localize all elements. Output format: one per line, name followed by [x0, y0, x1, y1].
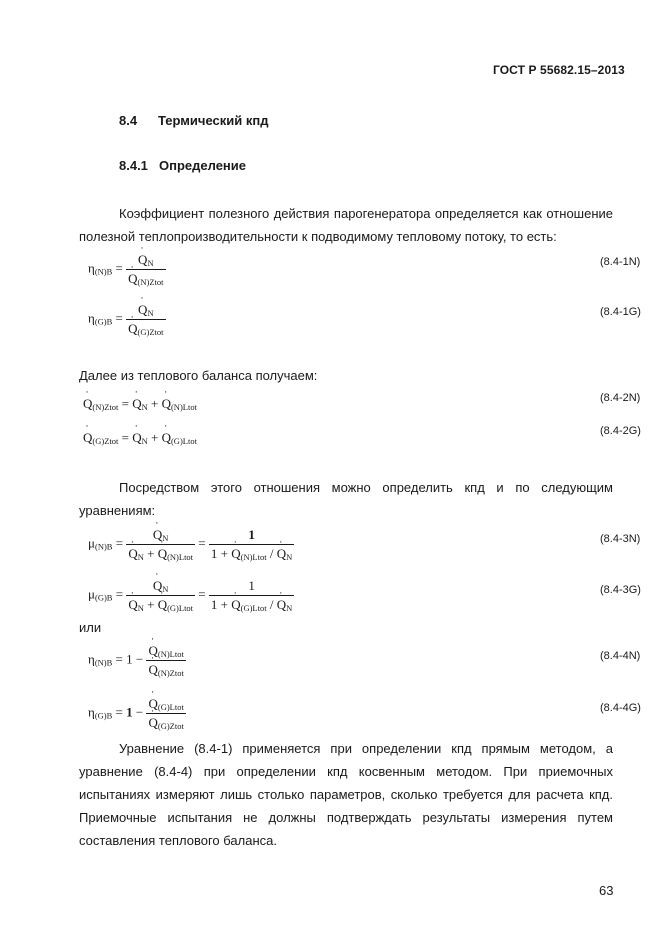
paragraph-relation: Посредством этого отношения можно определить кпд и по следующим уравнениям:	[79, 480, 613, 518]
equation-8-4-1g: $\eta_{(G)B}$ = ˙ $Q_N$ ˙ $Q_{(G)Ztot}$	[88, 302, 166, 337]
equation-8-4-4n: $\eta_{(N)B} = 1$ − ˙ $Q_{(N)Ltot}$ ˙ $Q_{(N)Ztot}$	[88, 643, 186, 678]
equation-number: (8.4-1G)	[600, 306, 641, 318]
equation-number: (8.4-2G)	[600, 425, 641, 437]
section-title: Термический кпд	[158, 113, 269, 128]
equation-number: (8.4-2N)	[600, 392, 641, 404]
equation-8-4-1n: $\eta_{(N)B}$ = ˙ $Q_N$ ˙ $Q_{(N)Ztot}$	[88, 252, 166, 287]
equation-8-4-2n: ˙ $Q_{(N)Ztot}$ = ˙ $Q_N$ + ˙ $Q_{(N)Ltot}$	[83, 396, 197, 412]
equation-number: (8.4-1N)	[600, 256, 641, 268]
equation-number: (8.4-4N)	[600, 650, 641, 662]
equation-8-4-2g: ˙ $Q_{(G)Ztot}$ = ˙ $Q_N$ + ˙ $Q_{(G)Ltot}$	[83, 430, 197, 446]
paragraph-definition: Коэффициент полезного действия парогенератора определяется как отношение полезной теплопроизводительности к подводимому тепловому потоку, то есть:	[79, 206, 613, 244]
equation-number: (8.4-3G)	[600, 584, 641, 596]
equation-8-4-3n: $\mu_{(N)B}$ = ˙ $Q_N$ ˙ $Q_N$ + ˙ $Q_{(N)Ltot}$ = $\frac{1}{1 + ˙ Q_{(N)Ltot} / ˙ Q_N}$	[88, 527, 294, 562]
conjunction-or: или	[79, 620, 102, 635]
subsection-title: Определение	[159, 158, 247, 173]
section-number: 8.4	[119, 113, 138, 128]
paragraph-methods: Уравнение (8.4-1) применяется при определении кпд прямым методом, а уравнение (8.4-4) при определении кпд косвенным методом. При приемочных испытаниях измеряют лишь столько параметров, сколько требуется для расчета кпд. Приемочные испытания не должны подтверждать результаты измерения путем составления теплового баланса.	[79, 741, 613, 848]
paragraph-balance: Далее из теплового баланса получаем:	[79, 368, 318, 383]
equation-8-4-3g: $\mu_{(G)B}$ = ˙ $Q_N$ ˙ $Q_N$ + ˙ $Q_{(G)Ltot}$ = $\frac{1}{1 + ˙ Q_{(G)Ltot} / ˙ Q_N}$	[88, 578, 294, 613]
page-number: 63	[599, 883, 614, 898]
document-standard-code: ГОСТ Р 55682.15–2013	[493, 63, 625, 77]
equation-8-4-4g: $\eta_{(G)B} = 1$ − ˙ $Q_{(G)Ltot}$ ˙ $Q_{(G)Ztot}$	[88, 696, 186, 731]
equation-number: (8.4-4G)	[600, 702, 641, 714]
equation-number: (8.4-3N)	[600, 533, 641, 545]
subsection-number: 8.4.1	[119, 158, 148, 173]
